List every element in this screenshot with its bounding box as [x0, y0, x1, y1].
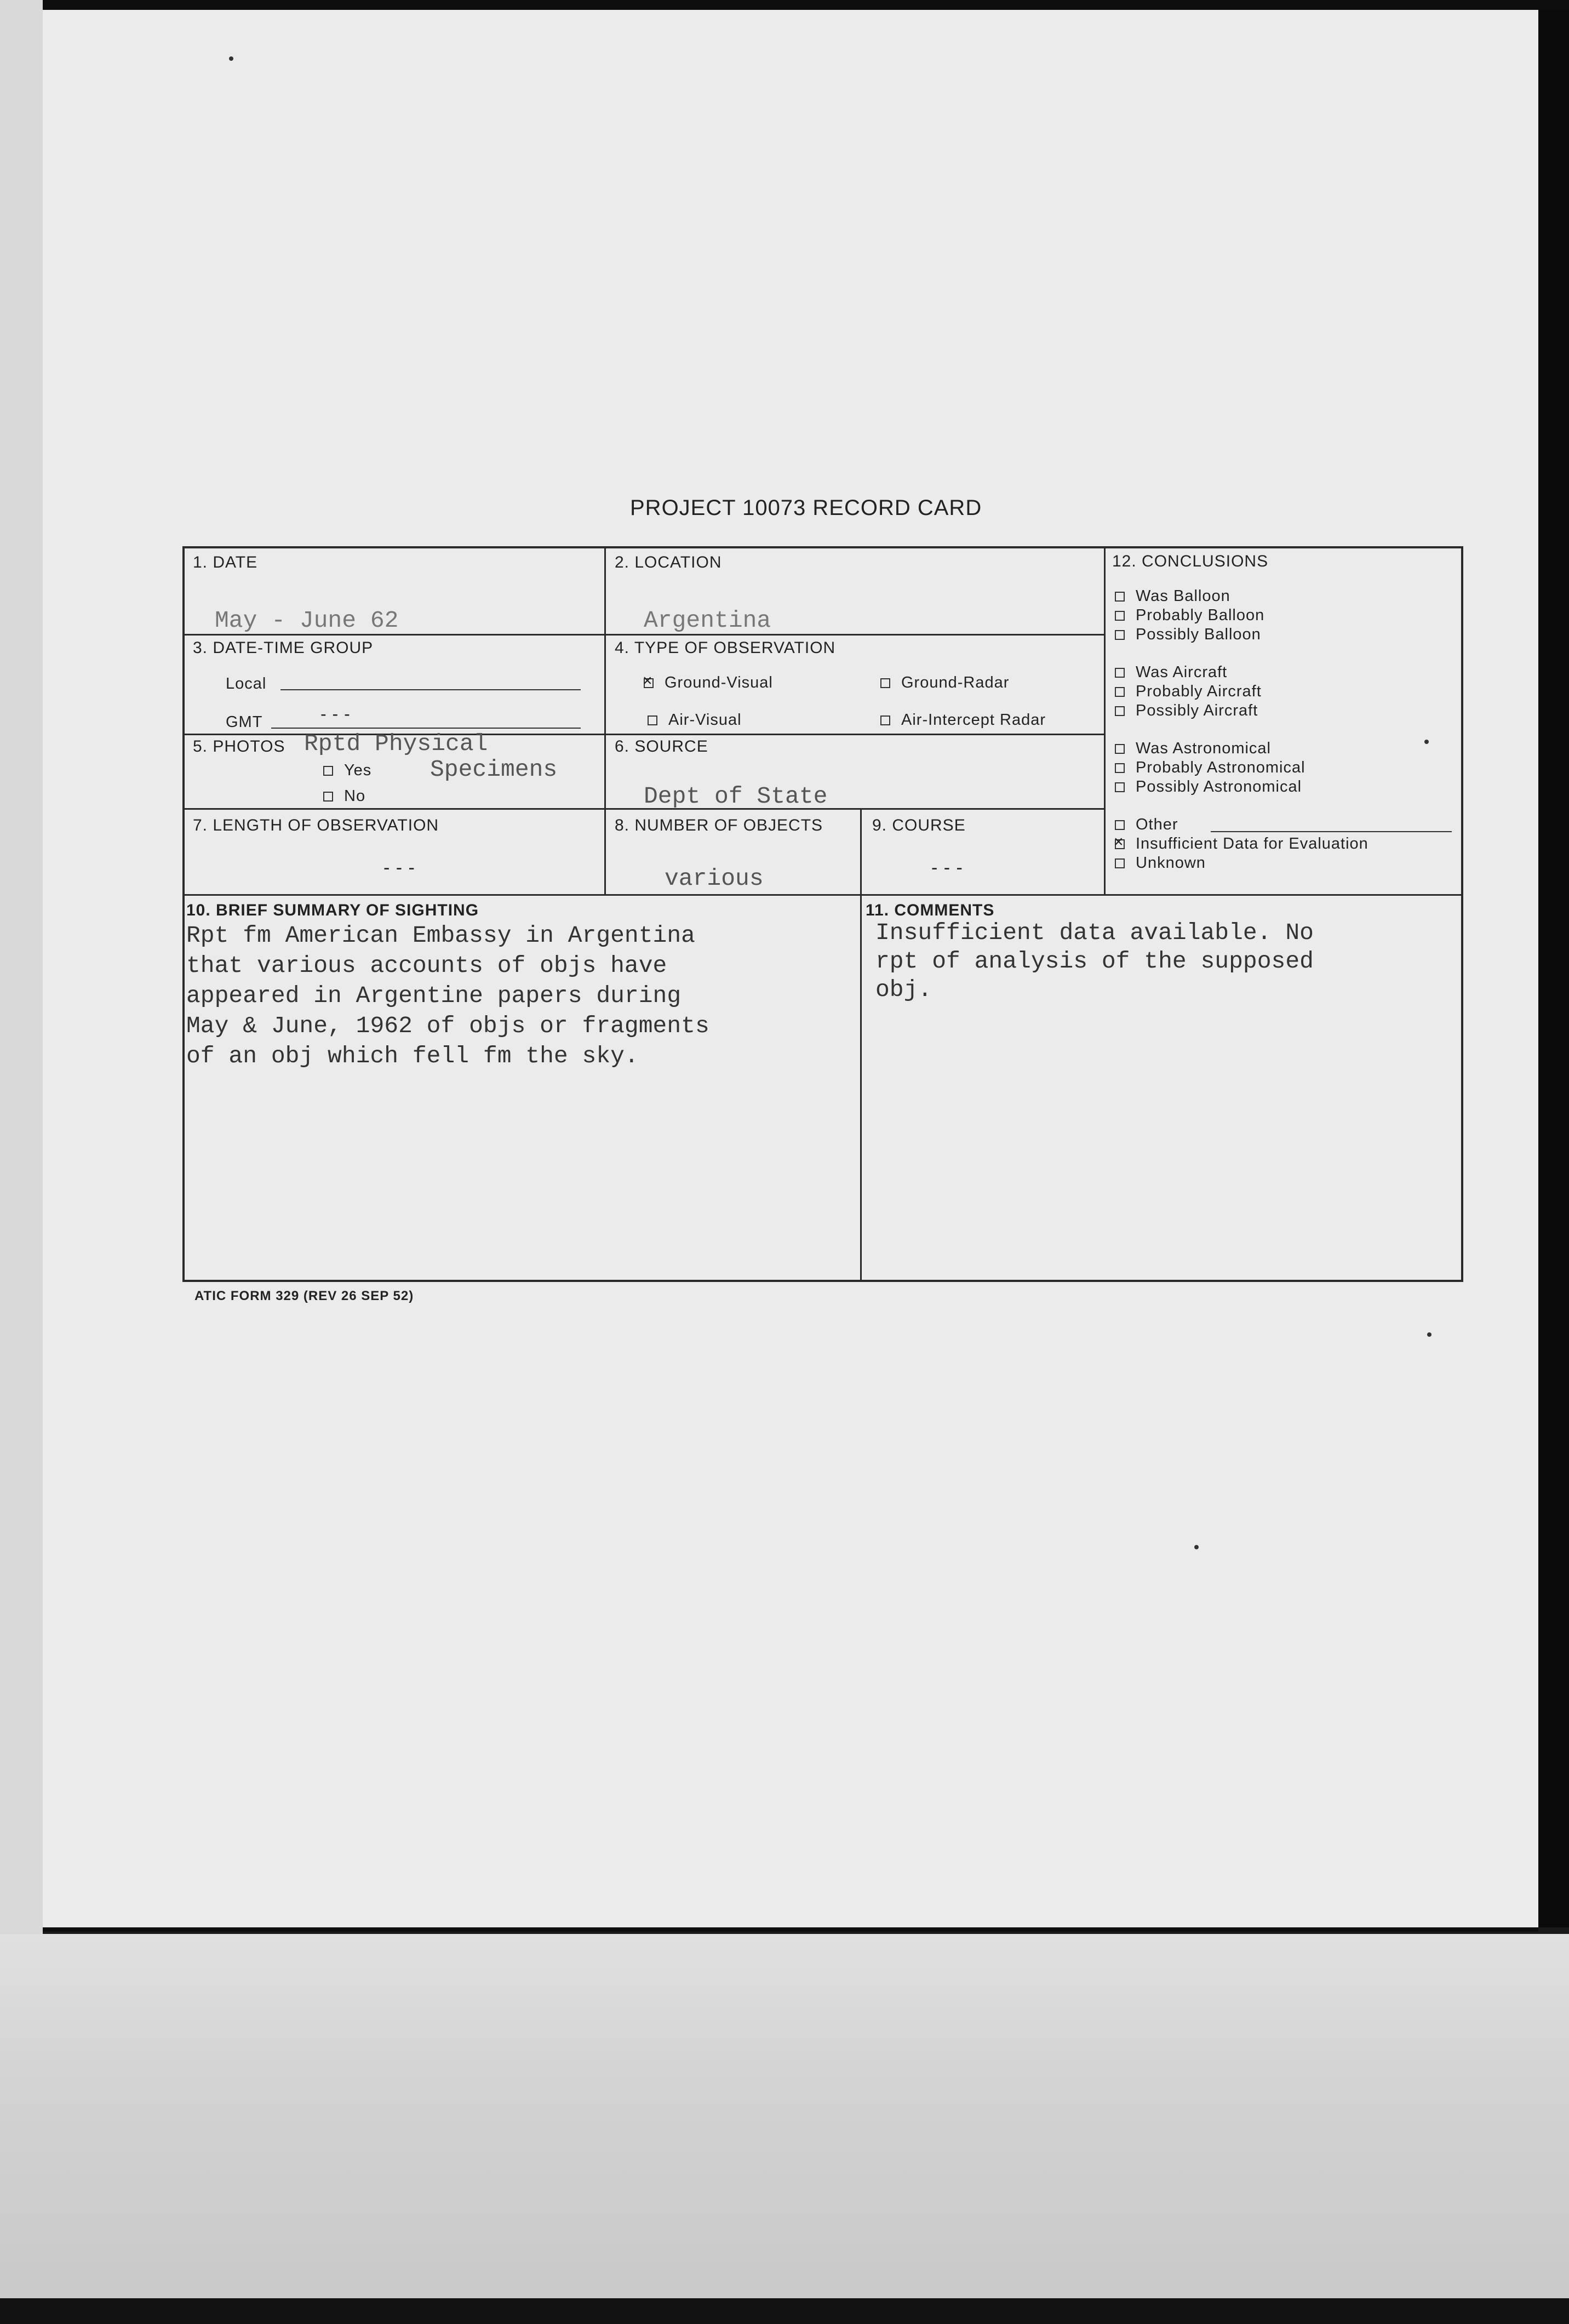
- other-field: [1211, 831, 1452, 832]
- checkbox: [1115, 630, 1125, 640]
- summary-line: that various accounts of objs have: [186, 952, 667, 979]
- source-label: 6. SOURCE: [615, 737, 708, 755]
- objects-label: 8. NUMBER OF OBJECTS: [615, 816, 823, 834]
- course-value: - - -: [931, 857, 963, 878]
- conclusion-probably-aircraft: Probably Aircraft: [1115, 683, 1262, 701]
- comments-line: obj.: [875, 976, 932, 1003]
- source-value: Dept of State: [644, 783, 828, 810]
- summary-line: appeared in Argentine papers during: [186, 982, 682, 1009]
- checkbox: [1115, 763, 1125, 773]
- objects-value: various: [665, 865, 764, 892]
- film-bottom-border: [0, 2298, 1569, 2324]
- checkbox: [880, 678, 890, 688]
- conclusion-possibly-balloon: Possibly Balloon: [1115, 626, 1261, 644]
- photos-yes: Yes: [323, 762, 371, 780]
- divider: [182, 894, 1463, 896]
- checkbox: [1115, 706, 1125, 716]
- course-label: 9. COURSE: [872, 816, 966, 834]
- divider: [860, 808, 862, 1281]
- conclusion-was-balloon: Was Balloon: [1115, 587, 1230, 605]
- type-option-air-intercept: Air-Intercept Radar: [880, 711, 1046, 729]
- gmt-label: GMT: [226, 713, 263, 731]
- photos-typed-line1: Rptd Physical: [304, 730, 488, 757]
- summary-label: 10. BRIEF SUMMARY OF SIGHTING: [186, 901, 479, 919]
- conclusion-was-aircraft: Was Aircraft: [1115, 663, 1227, 682]
- card-title: PROJECT 10073 RECORD CARD: [630, 496, 982, 520]
- card-border-left: [182, 546, 185, 1282]
- checkbox: [1115, 820, 1125, 830]
- comments-line: Insufficient data available. No: [875, 919, 1314, 946]
- comments-label: 11. COMMENTS: [866, 901, 995, 919]
- checkbox: [323, 792, 333, 802]
- divider: [1104, 546, 1106, 895]
- type-option-air-visual: Air-Visual: [648, 711, 742, 729]
- conclusion-unknown: Unknown: [1115, 854, 1206, 872]
- summary-line: Rpt fm American Embassy in Argentina: [186, 922, 695, 949]
- checkbox: [1115, 782, 1125, 792]
- checkbox: [648, 715, 657, 725]
- local-field: [280, 689, 581, 690]
- card-border-bottom: [182, 1280, 1463, 1282]
- location-label: 2. LOCATION: [615, 553, 722, 571]
- form-number: ATIC FORM 329 (REV 26 SEP 52): [194, 1289, 414, 1303]
- conclusion-insufficient-data: ×Insufficient Data for Evaluation: [1115, 835, 1368, 853]
- photos-typed-line2: Specimens: [430, 756, 558, 783]
- lower-scan-area: [0, 1934, 1569, 2324]
- gmt-value: - - -: [320, 704, 351, 724]
- speck: [229, 56, 233, 61]
- checkbox: [1115, 668, 1125, 678]
- type-option-ground-radar: Ground-Radar: [880, 674, 1009, 692]
- date-label: 1. DATE: [193, 553, 258, 571]
- conclusion-probably-astronomical: Probably Astronomical: [1115, 759, 1305, 777]
- summary-text: [186, 920, 857, 1071]
- checkbox: [1115, 858, 1125, 868]
- summary-line: of an obj which fell fm the sky.: [186, 1043, 639, 1069]
- checkbox-checked: [644, 678, 654, 688]
- checkbox: [1115, 592, 1125, 602]
- checkbox: [1115, 611, 1125, 621]
- photos-label: 5. PHOTOS: [193, 737, 285, 755]
- date-value: May - June 62: [215, 607, 399, 634]
- local-label: Local: [226, 675, 267, 692]
- comments-line: rpt of analysis of the supposed: [875, 948, 1314, 975]
- dtg-label: 3. DATE-TIME GROUP: [193, 639, 374, 657]
- conclusion-other: Other: [1115, 816, 1178, 834]
- divider: [604, 546, 606, 895]
- conclusion-probably-balloon: Probably Balloon: [1115, 606, 1264, 625]
- card-border-top: [182, 546, 1463, 548]
- checkbox-checked: [1115, 839, 1125, 849]
- speck: [1427, 1332, 1431, 1337]
- film-right-border: [1538, 10, 1569, 1927]
- speck: [1194, 1545, 1199, 1549]
- location-value: Argentina: [644, 607, 771, 634]
- conclusion-possibly-aircraft: Possibly Aircraft: [1115, 702, 1258, 720]
- length-value: - - -: [383, 857, 415, 878]
- conclusions-label: 12. CONCLUSIONS: [1112, 552, 1269, 570]
- type-label: 4. TYPE OF OBSERVATION: [615, 639, 836, 657]
- card-border-right: [1461, 546, 1463, 1282]
- checkbox: [1115, 744, 1125, 754]
- speck: [1424, 740, 1429, 744]
- conclusion-possibly-astronomical: Possibly Astronomical: [1115, 778, 1302, 796]
- summary-line: May & June, 1962 of objs or fragments: [186, 1012, 709, 1039]
- photos-no: No: [323, 787, 365, 805]
- checkbox: [323, 766, 333, 776]
- type-option-ground-visual: ×Ground-Visual: [644, 674, 773, 692]
- checkbox: [1115, 687, 1125, 697]
- length-label: 7. LENGTH OF OBSERVATION: [193, 816, 439, 834]
- checkbox: [880, 715, 890, 725]
- conclusion-was-astronomical: Was Astronomical: [1115, 740, 1271, 758]
- comments-text: [875, 919, 1456, 1004]
